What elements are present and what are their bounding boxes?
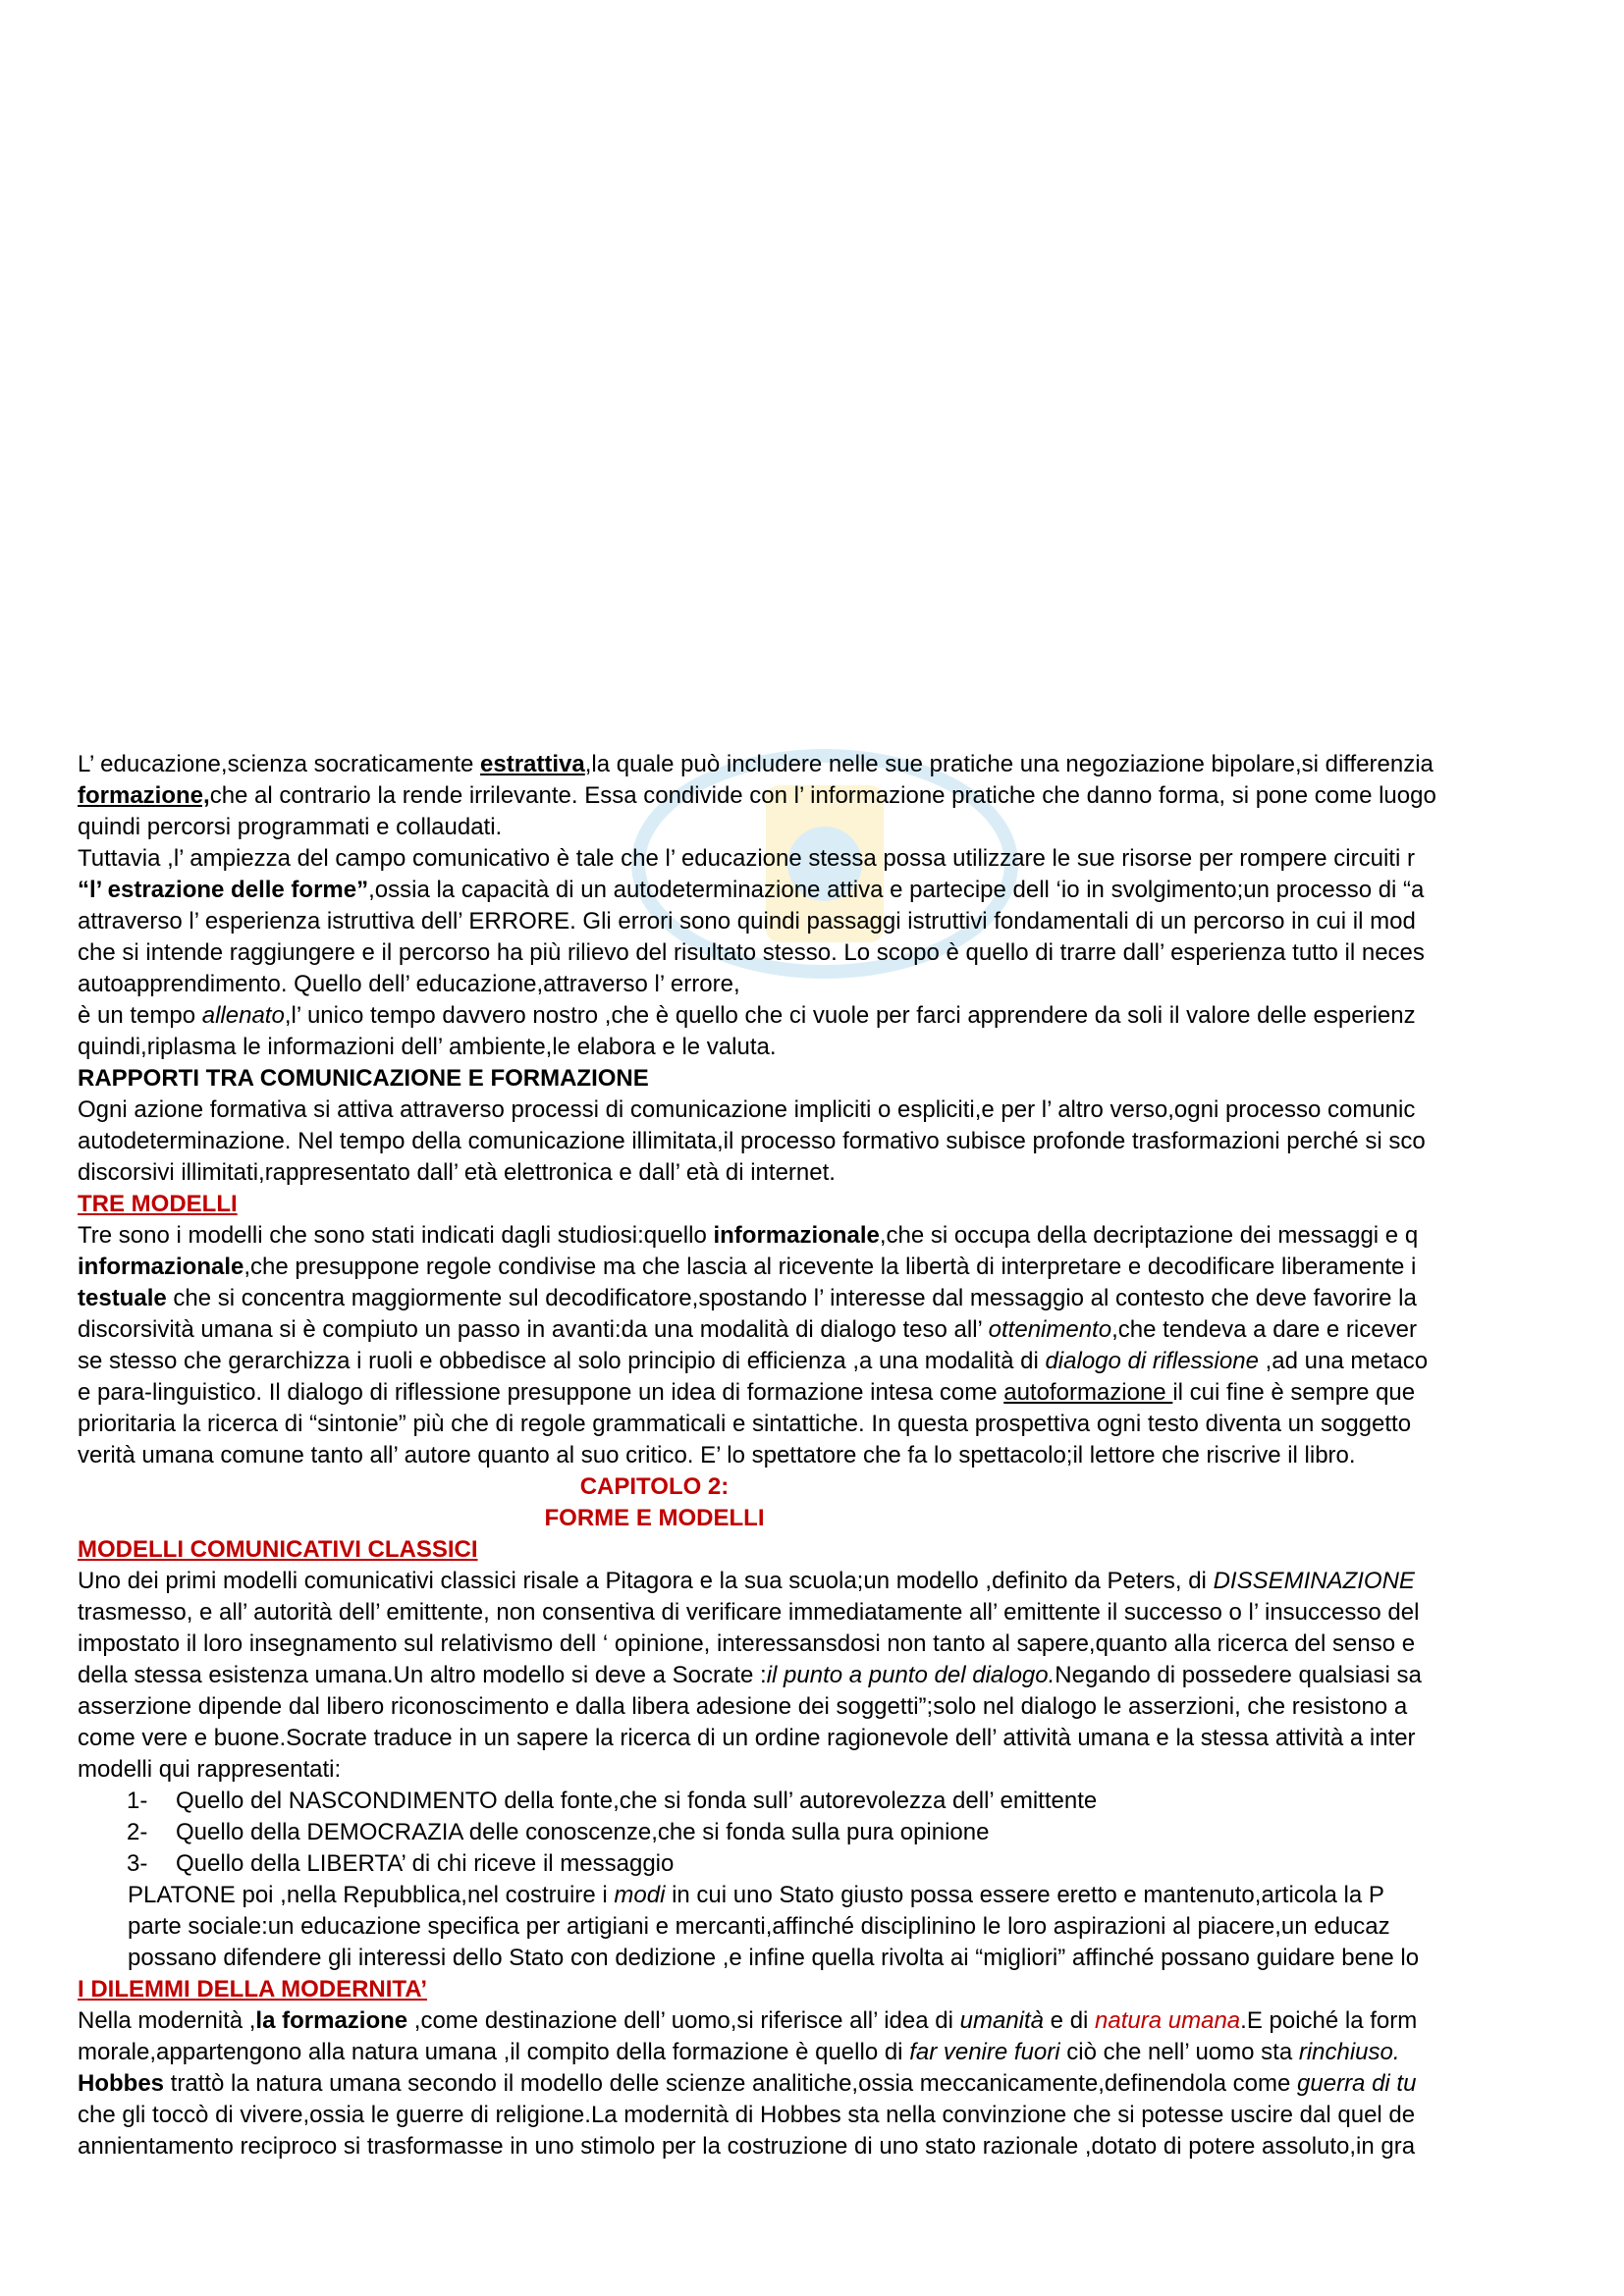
text-line: [78, 1314, 1624, 1346]
text-run: informazionale: [713, 1222, 880, 1249]
text-run: che si concentra maggiormente sul decodificatore,spostando l’ interesse dal messaggio al contesto che deve favorire la: [166, 1285, 1417, 1311]
text-run: umanità: [959, 2007, 1045, 2034]
text-run: il punto a punto del dialogo.: [766, 1662, 1056, 1688]
text-run: Tre sono i modelli che sono stati indicati dagli studiosi:quello: [78, 1222, 714, 1249]
indented-line: [78, 1911, 1624, 1943]
text-run: asserzione dipende dal libero riconoscimento e dalla libera adesione dei soggetti”;solo nel dialogo le asserzioni, che resistono a: [78, 1693, 1408, 1720]
text-line: [78, 1283, 1624, 1314]
text-run: quindi,riplasma le informazioni dell’ ambiente,le elabora e le valuta.: [78, 1034, 777, 1060]
text-line: [78, 1566, 1624, 1597]
text-run: Quello della LIBERTA’ di chi riceve il messaggio: [176, 1850, 675, 1877]
list-number: 2-: [127, 1819, 148, 1845]
text-run: MODELLI COMUNICATIVI CLASSICI: [78, 1536, 478, 1563]
text-line: [78, 1095, 1624, 1126]
text-run: allenato: [201, 1002, 285, 1029]
text-run: verità umana comune tanto all’ autore quanto al suo critico. E’ lo spettatore che fa lo spettacolo;il lettore che riscrive il libro.: [78, 1442, 1356, 1468]
text-run: ,ossia la capacità di un autodeterminazione attiva e partecipe dell ‘io in svolgimento;un processo di “a: [368, 877, 1425, 903]
text-run: ,la quale può includere nelle sue pratiche una negoziazione bipolare,si differenzia: [584, 751, 1434, 777]
text-run: ,che si occupa della decriptazione dei messaggi e q: [879, 1222, 1419, 1249]
text-run: discorsivi illimitati,rappresentato dall’ età elettronica e dall’ età di internet.: [78, 1159, 836, 1186]
text-run: la formazione: [255, 2007, 408, 2034]
text-run: che si intende raggiungere e il percorso ha più rilievo del risultato stesso. Lo scopo è quello di trarre dall’ esperienza tutto il neces: [78, 939, 1425, 966]
text-line: [78, 2100, 1624, 2131]
text-run: Quello del NASCONDIMENTO della fonte,che si fonda sull’ autorevolezza dell’ emittente: [176, 1788, 1098, 1814]
text-run: .E poiché la form: [1240, 2007, 1418, 2034]
list-number: 1-: [127, 1788, 148, 1814]
text-run: autodeterminazione. Nel tempo della comunicazione illimitata,il processo formativo subisce profonde trasformazioni perché si sco: [78, 1128, 1426, 1154]
text-line: [78, 749, 1624, 780]
text-line: [78, 937, 1624, 969]
text-run: possano difendere gli interessi dello Stato con dedizione ,e infine quella rivolta ai “migliori” affinché possano guidare bene lo: [128, 1945, 1420, 1971]
text-line: [78, 1126, 1624, 1157]
text-run: trattò la natura umana secondo il modello delle scienze analitiche,ossia meccanicamente,definendola come: [164, 2070, 1298, 2097]
text-line: [78, 1723, 1624, 1754]
text-run: Quello della DEMOCRAZIA delle conoscenze,che si fonda sulla pura opinione: [176, 1819, 990, 1845]
text-run: “l’ estrazione delle forme”: [78, 877, 369, 903]
text-run: Negando di possedere qualsiasi sa: [1055, 1662, 1422, 1688]
text-line: [78, 2131, 1624, 2163]
text-line: [78, 1629, 1624, 1660]
section-heading: [78, 1189, 1624, 1220]
text-line: [78, 1409, 1624, 1440]
text-line: [78, 1691, 1624, 1723]
text-line: [78, 969, 1624, 1000]
text-run: L’ educazione,scienza socraticamente: [78, 751, 481, 777]
text-line: [78, 1377, 1624, 1409]
text-run: come vere e buone.Socrate traduce in un sapere la ricerca di un ordine ragionevole dell’ attività umana e la stessa attività a inter: [78, 1725, 1416, 1751]
list-number: 3-: [127, 1850, 148, 1877]
text-line: [78, 1252, 1624, 1283]
section-heading: [78, 1974, 1624, 2005]
text-line: [78, 875, 1624, 906]
text-run: ,come destinazione dell’ uomo,si riferisce all’ idea di: [407, 2007, 960, 2034]
list-item: [78, 1786, 1624, 1817]
text-run: testuale: [78, 1285, 167, 1311]
text-line: [78, 2037, 1624, 2068]
text-line: [78, 1157, 1624, 1189]
section-heading: [78, 1534, 1624, 1566]
text-run: ,che tendeva a dare e ricever: [1111, 1316, 1417, 1343]
text-run: e di: [1044, 2007, 1096, 2034]
text-run: informazionale: [78, 1254, 244, 1280]
text-run: trasmesso, e all’ autorità dell’ emittente, non consentiva di verificare immediatamente all’ emittente il successo o l’ insuccesso del: [78, 1599, 1420, 1626]
text-run: Uno dei primi modelli comunicativi classici risale a Pitagora e la sua scuola;un modello ,definito da Peters, di: [78, 1568, 1214, 1594]
chapter-heading: [78, 1471, 1231, 1503]
text-run: che al contrario la rende irrilevante. Essa condivide con l’ informazione pratiche che danno forma, si pone come luogo: [209, 782, 1436, 809]
text-run: I DILEMMI DELLA MODERNITA’: [78, 1976, 427, 2002]
text-run: e para-linguistico. Il dialogo di riflessione presuppone un idea di formazione intesa come: [78, 1379, 1004, 1406]
text-line: [78, 1032, 1624, 1063]
text-run: formazione,: [78, 782, 210, 809]
text-run: dialogo di riflessione: [1045, 1348, 1259, 1374]
text-line: [78, 1063, 1624, 1095]
text-run: estrattiva: [480, 751, 585, 777]
text-run: attraverso l’ esperienza istruttiva dell’ ERRORE. Gli errori sono quindi passaggi istruttivi fondamentali di un percorso in cui il mod: [78, 908, 1416, 934]
text-run: ,l’ unico tempo davvero nostro ,che è quello che ci vuole per farci apprendere da soli il valore delle esperienz: [284, 1002, 1416, 1029]
text-run: ottenimento: [988, 1316, 1112, 1343]
text-run: quindi percorsi programmati e collaudati.: [78, 814, 503, 840]
text-line: [78, 843, 1624, 875]
text-run: natura umana: [1095, 2007, 1241, 2034]
indented-line: [78, 1943, 1624, 1974]
text-run: in cui uno Stato giusto possa essere eretto e mantenuto,articola la P: [665, 1882, 1384, 1908]
text-run: autoformazione: [1003, 1379, 1173, 1406]
text-run: se stesso che gerarchizza i ruoli e obbedisce al solo principio di efficienza ,a una modalità di: [78, 1348, 1046, 1374]
text-run: guerra di tu: [1297, 2070, 1417, 2097]
text-run: il cui fine è sempre que: [1172, 1379, 1416, 1406]
text-run: autoapprendimento. Quello dell’ educazione,attraverso l’ errore,: [78, 971, 740, 997]
text-run: Ogni azione formativa si attiva attraverso processi di comunicazione impliciti o espliciti,e per l’ altro verso,ogni processo comunic: [78, 1096, 1416, 1123]
text-run: parte sociale:un educazione specifica per artigiani e mercanti,affinché disciplinino le loro aspirazioni al piacere,un educaz: [128, 1913, 1390, 1940]
text-run: ciò che nell’ uomo sta: [1059, 2039, 1299, 2065]
text-run: ,che presuppone regole condivise ma che lascia al ricevente la libertà di interpretare e decodificare liberamente i: [244, 1254, 1417, 1280]
text-run: modi: [614, 1882, 666, 1908]
text-run: TRE MODELLI: [78, 1191, 238, 1217]
text-run: morale,appartengono alla natura umana ,il compito della formazione è quello di: [78, 2039, 910, 2065]
text-run: Nella modernità ,: [78, 2007, 256, 2034]
text-line: [78, 2068, 1624, 2100]
text-run: è un tempo: [78, 1002, 202, 1029]
list-item: [78, 1848, 1624, 1880]
text-line: [78, 780, 1624, 812]
text-line: [78, 1440, 1624, 1471]
text-run: rinchiuso.: [1298, 2039, 1400, 2065]
document-body: [78, 749, 1624, 2163]
text-line: [78, 1346, 1624, 1377]
text-run: impostato il loro insegnamento sul relativismo dell ‘ opinione, interessansdosi non tanto al sapere,quanto alla ricerca del senso e: [78, 1630, 1416, 1657]
text-run: discorsività umana si è compiuto un passo in avanti:da una modalità di dialogo teso all’: [78, 1316, 989, 1343]
text-line: [78, 2005, 1624, 2037]
text-line: [78, 1754, 1624, 1786]
text-run: Tuttavia ,l’ ampiezza del campo comunicativo è tale che l’ educazione stessa possa utilizzare le sue risorse per rompere circuiti r: [78, 845, 1415, 872]
text-run: Hobbes: [78, 2070, 165, 2097]
text-run: della stessa esistenza umana.Un altro modello si deve a Socrate :: [78, 1662, 767, 1688]
text-run: CAPITOLO 2:: [579, 1473, 730, 1500]
text-run: FORME E MODELLI: [544, 1505, 765, 1531]
text-run: DISSEMINAZIONE: [1213, 1568, 1415, 1594]
chapter-heading: [78, 1503, 1231, 1534]
indented-line: [78, 1880, 1624, 1911]
text-run: ,ad una metaco: [1258, 1348, 1429, 1374]
text-run: modelli qui rappresentati:: [78, 1756, 342, 1783]
text-run: prioritaria la ricerca di “sintonie” più che di regole grammaticali e sintattiche. In questa prospettiva ogni testo diventa un soggetto: [78, 1411, 1412, 1437]
text-run: che gli toccò di vivere,ossia le guerre di religione.La modernità di Hobbes sta nella convinzione che si potesse uscire dal quel de: [78, 2102, 1416, 2128]
text-run: far venire fuori: [909, 2039, 1060, 2065]
text-run: RAPPORTI TRA COMUNICAZIONE E FORMAZIONE: [78, 1065, 649, 1092]
text-line: [78, 1660, 1624, 1691]
text-line: [78, 1220, 1624, 1252]
text-line: [78, 812, 1624, 843]
text-line: [78, 1000, 1624, 1032]
text-run: PLATONE poi ,nella Repubblica,nel costruire i: [128, 1882, 615, 1908]
text-line: [78, 906, 1624, 937]
text-run: annientamento reciproco si trasformasse in uno stimolo per la costruzione di uno stato razionale ,dotato di potere assoluto,in gra: [78, 2133, 1416, 2160]
text-line: [78, 1597, 1624, 1629]
list-item: [78, 1817, 1624, 1848]
